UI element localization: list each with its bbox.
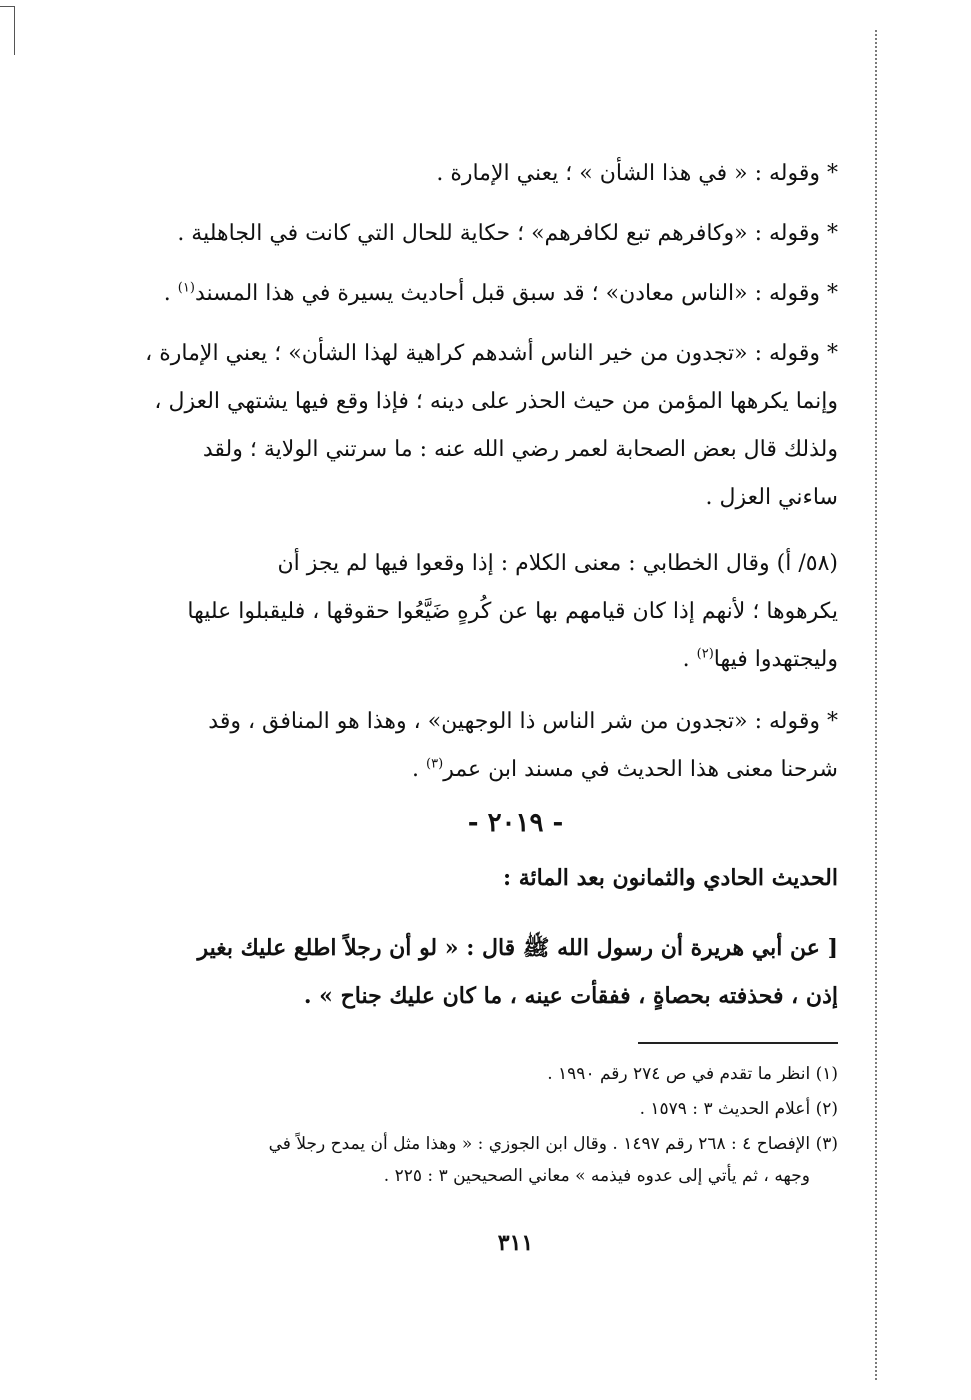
text-line: وإنما يكرهها المؤمن من حيث الحذر على دينه ؛ فإذا وقع فيها يشتهي العزل ، [154,389,838,414]
text-segment: شرحنا معنى هذا الحديث في مسند ابن عمر [443,757,838,782]
text-line: يكرهوها ؛ لأنهم إذا كان قيامهم بها عن كُرهٍ ضَيَّعُوا حقوقها ، فليقبلوا عليها [187,599,838,624]
footnote-text: أعلام الحديث ٣ : ١٥٧٩ . [639,1099,811,1119]
paragraph-3 [133,270,838,318]
text-line: [ عن أبي هريرة أن رسول الله ﷺ قال : « لو أن رجلاً اطلع عليك بغير [197,935,838,961]
page-number: ٣١١ [497,1230,534,1256]
text-line: (٥٨/ أ) وقال الخطابي : معنى الكلام : إذا وقعوا فيها لم يجز أن [277,551,838,576]
hadith-text [133,924,838,1020]
footnote-ref-1: (١) [177,280,195,296]
text-line [133,746,838,794]
text-segment: * وقوله : «الناس معادن» ؛ قد سبق قبل أحاديث يسيرة في هذا المسند [194,281,838,306]
text-segment: . [412,757,427,782]
hadith-number: - ٢٠١٩ - [467,808,564,838]
footnote-ref-2: (٢) [696,646,714,662]
paragraph-5 [133,540,838,684]
footnote-mark: (١) [815,1064,838,1084]
text-line: * وقوله : «تجدون من شر الناس ذا الوجهين» ، وهذا هو المنافق ، وقد [208,709,838,734]
footnote-text: الإفصاح ٤ : ٢٦٨ رقم ١٤٩٧ . وقال ابن الجوزي : « وهذا مثل أن يمدح رجلاً في [268,1134,811,1154]
text-segment: . [163,281,178,306]
text-line: * وقوله : «وكافرهم تبع لكافرهم» ؛ حكاية للحال التي كانت في الجاهلية . [177,221,838,246]
footnote-text: انظر ما تقدم في ص ٢٧٤ رقم ١٩٩٠ . [547,1064,811,1084]
section-heading: الحديث الحادي والثمانون بعد المائة : [502,865,838,891]
paragraph-6 [133,698,838,794]
text-line: * وقوله : «تجدون من خير الناس أشدهم كراهية لهذا الشأن» ؛ يعني الإمارة ، [145,341,838,366]
footnote-1 [133,1058,838,1090]
text-line [133,270,838,318]
page-edge-dotted-line [875,30,877,1380]
paragraph-2 [133,210,838,258]
paragraph-1 [133,150,838,198]
footnote-line: وجهه ، ثم يأتي إلى عدوه فيذمه » معاني الصحيحين ٣ : ٢٢٥ . [383,1166,810,1186]
footnote-3 [133,1128,838,1192]
text-line: * وقوله : « في هذا الشأن » ؛ يعني الإمارة . [436,161,838,186]
text-segment: . [682,647,697,672]
text-line: ساءني العزل . [705,485,838,510]
footnote-ref-3: (٣) [426,756,444,772]
text-segment: وليجتهدوا فيها [713,647,838,672]
footnote-mark: (٣) [815,1134,838,1154]
footnote-divider [638,1042,838,1044]
text-line: ولذلك قال بعض الصحابة لعمر رضي الله عنه : ما سرتني الولاية ؛ ولقد [202,437,838,462]
footnote-line [133,1128,838,1160]
paragraph-4 [133,330,838,522]
text-line [133,636,838,684]
footnote-2 [133,1093,838,1125]
footnote-mark: (٢) [815,1099,838,1119]
text-line: إذن ، فحذفته بحصاةٍ ، ففقأت عينه ، ما كان عليك جناح » . [303,983,838,1009]
scan-corner-mark [0,6,15,55]
